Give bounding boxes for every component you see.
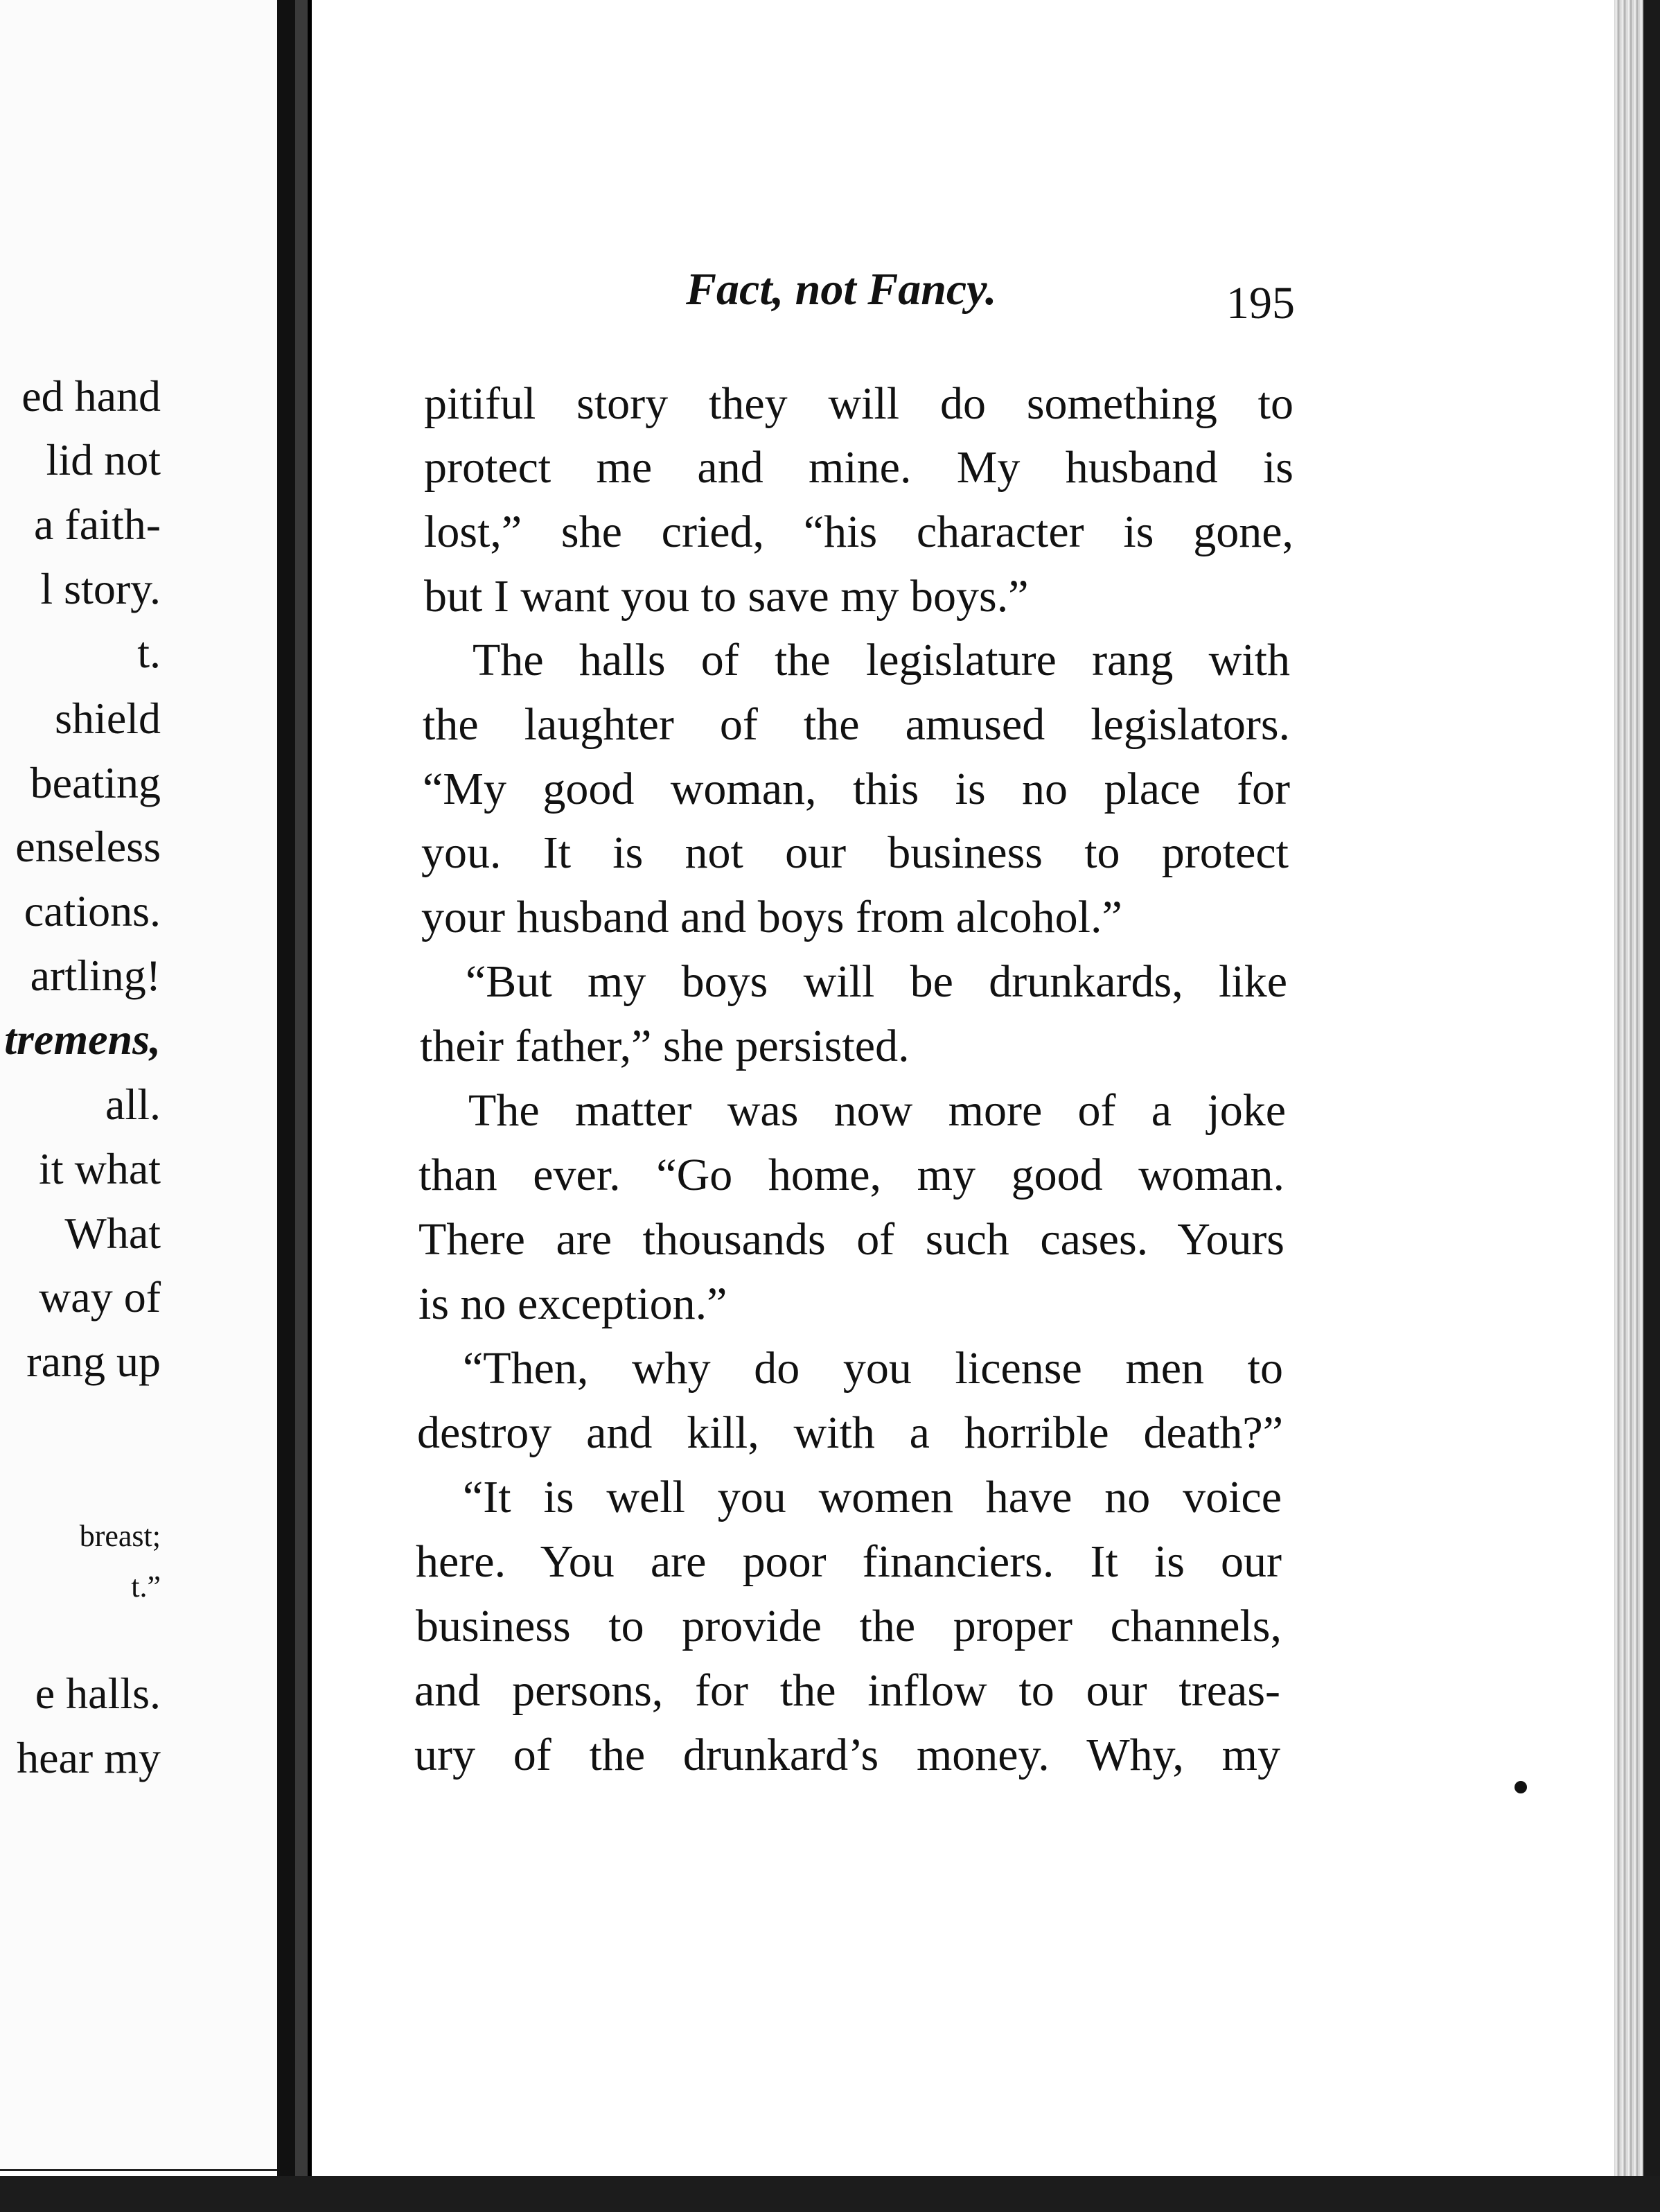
text-line: but I want you to save my boys.” [424,571,1029,622]
left-line: enseless [15,822,161,871]
text-line: “Then, why do you license men to [463,1343,1283,1394]
text-line: The halls of the legislature rang with [473,635,1290,685]
left-line: tremens, [4,1015,161,1064]
text-line: “But my boys will be drunkards, like [466,956,1287,1007]
left-line: lid not [46,435,161,484]
text-line: destroy and kill, with a horrible death?” [417,1407,1283,1458]
binding-shadow [277,0,295,2212]
left-page-fragment [0,0,277,2171]
left-line: way of [39,1272,161,1322]
left-line: l story. [40,564,161,613]
text-line: ury of the drunkard’s money. Why, my [414,1730,1280,1780]
text-line: “It is well you women have no voice [463,1472,1282,1522]
text-line: pitiful story they will do something to [424,378,1293,429]
binding-gap [295,0,308,2212]
left-line: rang up [26,1337,161,1386]
text-line: business to provide the proper channels, [416,1601,1282,1651]
left-line: shield [55,694,161,743]
text-line: the laughter of the amused legislators. [423,699,1290,750]
bottom-shadow [0,2176,1660,2212]
text-line: “My good woman, this is no place for [423,764,1290,814]
text-line: The matter was now more of a joke [468,1085,1286,1136]
text-line: your husband and boys from alcohol.” [421,892,1122,942]
left-line: hear my [17,1733,161,1782]
page-edge-shadow [1643,0,1660,2212]
text-line: here. You are poor financiers. It is our [416,1536,1282,1587]
left-line: it what [39,1144,161,1193]
text-line: There are thousands of such cases. Yours [418,1214,1284,1265]
left-line: all. [105,1080,161,1129]
text-line: protect me and mine. My husband is [424,442,1293,493]
text-line: their father,” she persisted. [420,1021,910,1071]
left-line: What [64,1209,161,1258]
ink-speck [1515,1781,1527,1793]
left-line: artling! [30,951,161,1000]
left-line: ed hand [21,371,161,421]
text-line: is no exception.” [418,1279,727,1329]
left-line: beating [30,758,161,807]
left-line: a faith- [34,500,161,549]
left-line: cations. [24,886,161,936]
text-line: you. It is not our business to protect [421,827,1289,878]
page-number: 195 [1226,278,1295,328]
running-head: Fact, not Fancy. [686,264,997,315]
left-line: t. [137,628,161,677]
text-line: lost,” she cried, “his character is gone, [424,507,1293,557]
left-line: t.” [131,1570,161,1604]
left-line: e halls. [35,1669,161,1718]
text-line: and persons, for the inflow to our treas- [414,1665,1280,1716]
text-line: than ever. “Go home, my good woman. [418,1150,1284,1200]
left-line: breast; [79,1519,161,1553]
